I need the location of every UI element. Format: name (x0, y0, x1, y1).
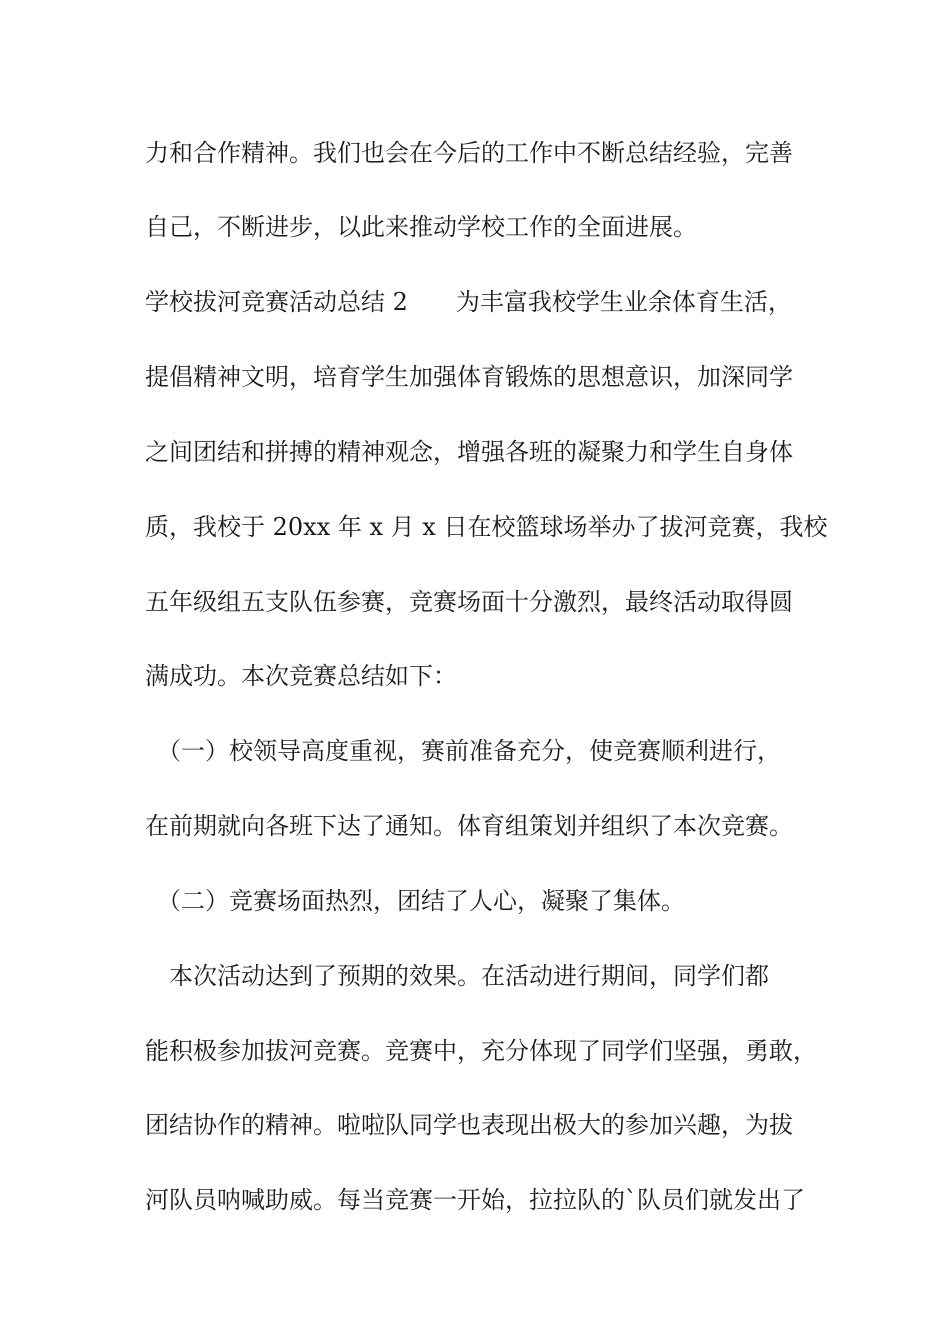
text-line: 河队员呐喊助威。每当竞赛一开始，拉拉队的`队员们就发出了 (145, 1186, 805, 1214)
text-line: 团结协作的精神。啦啦队同学也表现出极大的参加兴趣，为拔 (145, 1111, 793, 1139)
text-line: 质，我校于 20xx 年 x 月 x 日在校篮球场举办了拔河竞赛，我校 (145, 513, 828, 541)
section-heading-line: 学校拔河竞赛活动总结 2 为丰富我校学生业余体育生活， (145, 288, 792, 316)
text-line: 在前期就向各班下达了通知。体育组策划并组织了本次竞赛。 (145, 812, 793, 840)
text-line: 自己，不断进步，以此来推动学校工作的全面进展。 (145, 213, 697, 241)
text-line: 满成功。本次竞赛总结如下： (145, 662, 457, 690)
text-line: 五年级组五支队伍参赛，竞赛场面十分激烈，最终活动取得圆 (145, 588, 793, 616)
text-line: 力和合作精神。我们也会在今后的工作中不断总结经验，完善 (145, 139, 793, 167)
list-item-line: （二）竞赛场面热烈，团结了人心，凝聚了集体。 (145, 887, 685, 915)
text-line: 能积极参加拔河竞赛。竞赛中，充分体现了同学们坚强，勇敢， (145, 1037, 817, 1065)
text-line: 提倡精神文明，培育学生加强体育锻炼的思想意识，加深同学 (145, 363, 793, 391)
list-item-line: （一）校领导高度重视，赛前准备充分，使竞赛顺利进行， (145, 737, 781, 765)
text-line: 之间团结和拼搏的精神观念，增强各班的凝聚力和学生自身体 (145, 438, 793, 466)
text-line: 本次活动达到了预期的效果。在活动进行期间，同学们都 (145, 962, 769, 990)
